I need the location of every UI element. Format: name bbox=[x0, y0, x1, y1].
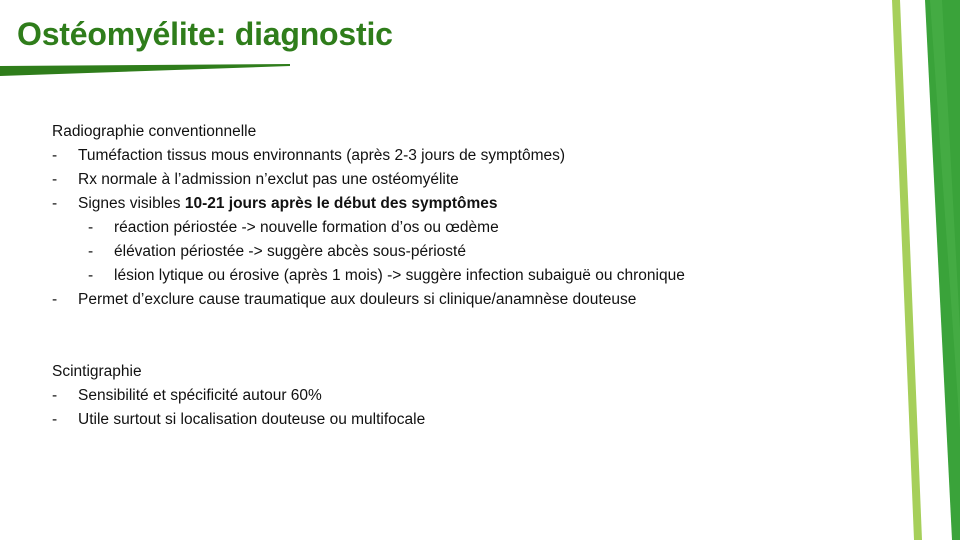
bullet-dash: - bbox=[88, 243, 94, 260]
title-underline bbox=[0, 0, 300, 80]
signs-prefix: Signes visibles bbox=[78, 195, 185, 212]
list-item bbox=[52, 288, 637, 312]
list-item bbox=[52, 168, 459, 192]
sub-list-item-text: élévation périostée -> suggère abcès sous-périosté bbox=[114, 243, 466, 260]
list-item bbox=[52, 144, 566, 168]
radiography-heading: Radiographie conventionnelle bbox=[52, 123, 257, 140]
right-decorative-bands bbox=[870, 0, 960, 540]
bullet-dash: - bbox=[52, 387, 58, 404]
list-item-text: Sensibilité et spécificité autour 60% bbox=[78, 387, 322, 404]
sub-list-item-text: réaction périostée -> nouvelle formation d’os ou œdème bbox=[114, 219, 499, 236]
bullet-dash: - bbox=[52, 291, 58, 308]
list-item-text: Rx normale à l’admission n’exclut pas une ostéomyélite bbox=[78, 171, 459, 188]
list-item bbox=[52, 192, 498, 216]
decor-band-light bbox=[892, 0, 922, 540]
scintigraphy-heading: Scintigraphie bbox=[52, 363, 142, 380]
slide-title: Ostéomyélite: diagnostic bbox=[17, 16, 393, 52]
list-item-text bbox=[78, 192, 498, 216]
list-item-text: Utile surtout si localisation douteuse ou multifocale bbox=[78, 411, 426, 428]
slide-body bbox=[52, 120, 685, 432]
sub-list-item bbox=[52, 216, 499, 240]
bullet-dash: - bbox=[52, 147, 58, 164]
list-item-text: Tuméfaction tissus mous environnants (après 2-3 jours de symptômes) bbox=[78, 147, 566, 164]
sub-list-item-text: lésion lytique ou érosive (après 1 mois) -> suggère infection subaiguë ou chronique bbox=[114, 267, 685, 284]
signs-timeframe: 10-21 jours après le début des symptômes bbox=[184, 195, 498, 212]
bullet-dash: - bbox=[52, 411, 58, 428]
sub-list-item bbox=[52, 264, 685, 288]
title-underline-shape bbox=[0, 64, 290, 76]
bullet-dash: - bbox=[88, 219, 94, 236]
bullet-dash: - bbox=[52, 171, 58, 188]
section-spacer bbox=[52, 312, 256, 360]
list-item-text: Permet d’exclure cause traumatique aux douleurs si clinique/anamnèse douteuse bbox=[78, 291, 637, 308]
bullet-dash: - bbox=[88, 267, 94, 284]
sub-list-item bbox=[52, 240, 466, 264]
list-item bbox=[52, 408, 426, 432]
bullet-dash: - bbox=[52, 195, 58, 212]
list-item bbox=[52, 384, 322, 408]
